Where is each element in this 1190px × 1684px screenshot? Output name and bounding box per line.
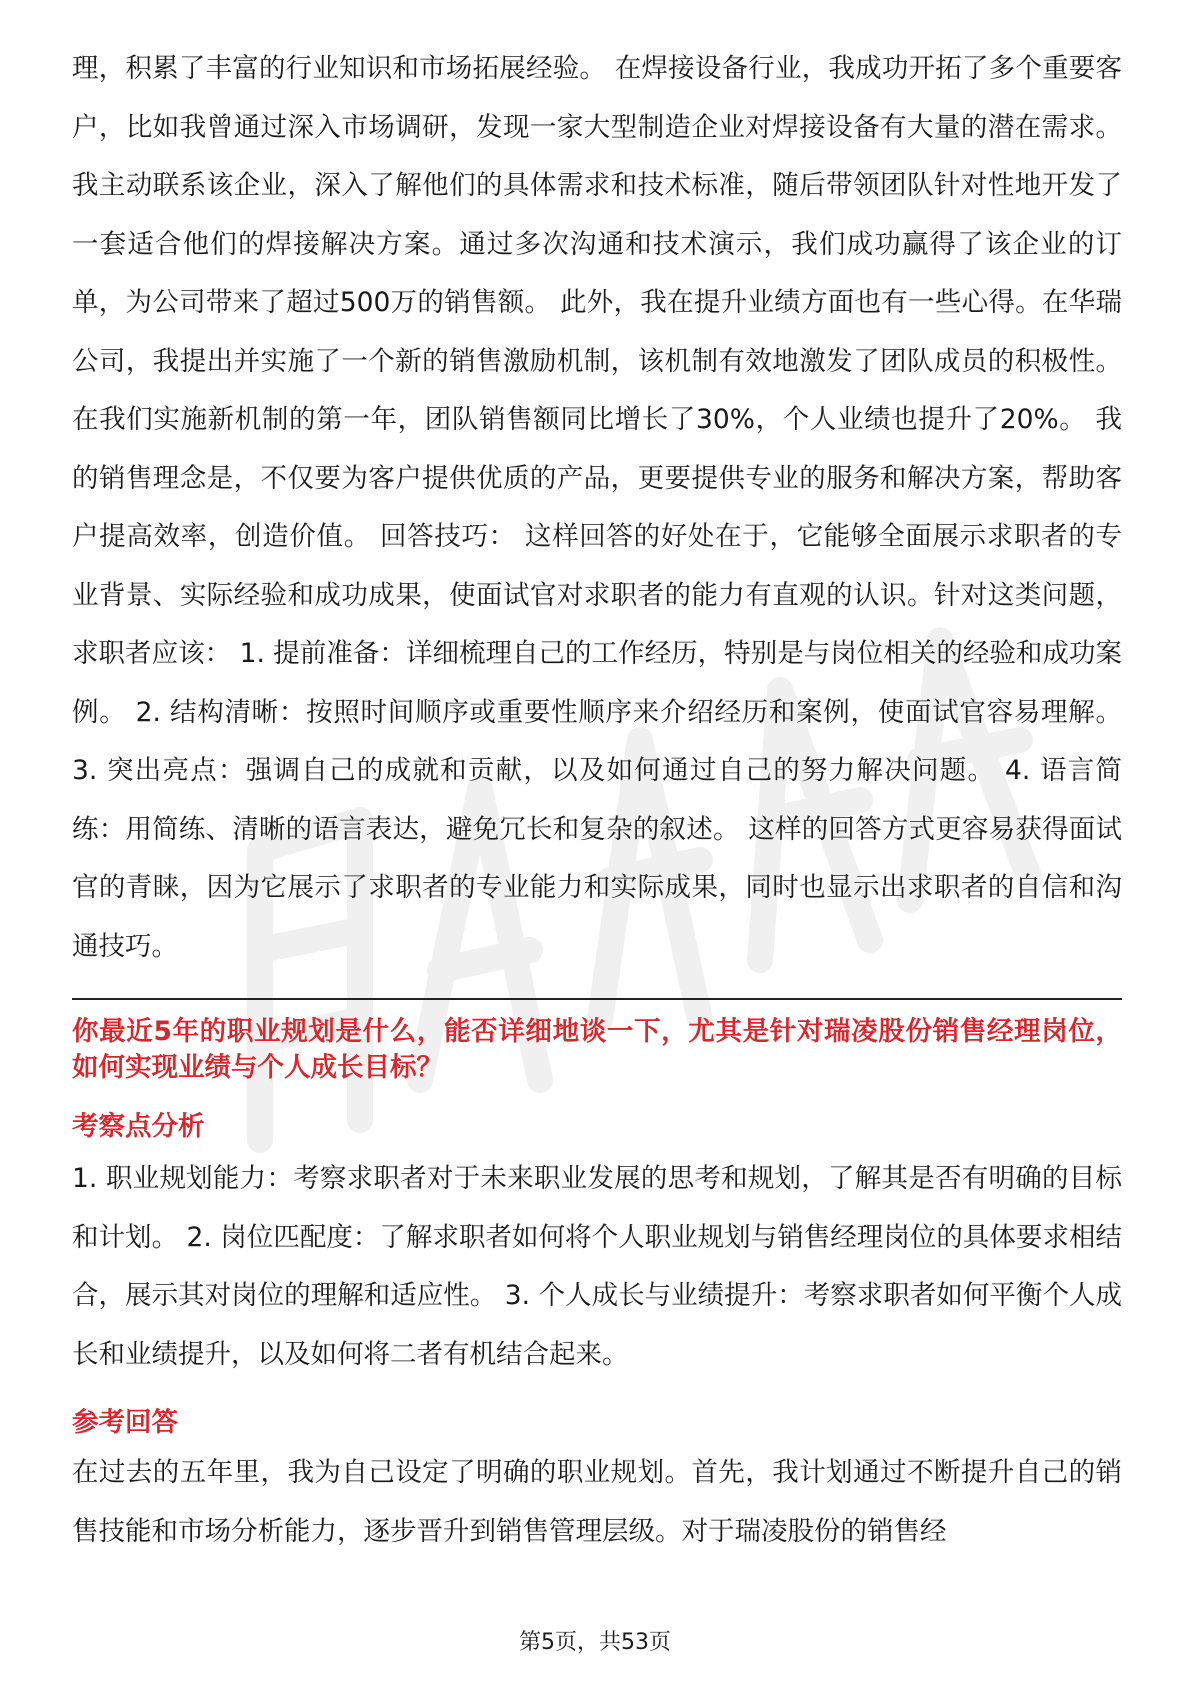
reference-answer-text: 在过去的五年里，我为自己设定了明确的职业规划。首先，我计划通过不断提升自己的销售技能和市场分析能力，逐步晋升到销售管理层级。对于瑞凌股份的销售经: [72, 1457, 1122, 1547]
analysis-heading: 考察点分析: [72, 1111, 205, 1142]
interview-question: 你最近5年的职业规划是什么，能否详细地谈一下，尤其是针对瑞凌股份销售经理岗位，如何实现业绩与个人成长目标？: [72, 1016, 1122, 1083]
section-divider: [72, 998, 1122, 1000]
body-paragraph: 理，积累了丰富的行业知识和市场拓展经验。 在焊接设备行业，我成功开拓了多个重要客户，比如我曾通过深入市场调研，发现一家大型制造企业对焊接设备有大量的潜在需求。我主动联系该企业，深入了解他们的具体需求和技术标准，随后带领团队针对性地开发了一套适合他们的焊接解决方案。通过多次沟通和技术演示，我们成功赢得了该企业的订单，为公司带来了超过500万的销售额。 此外，我在提升业绩方面也有一些心得。在华瑞公司，我提出并实施了一个新的销售激励机制，该机制有效地激发了团队成员的积极性。在我们实施新机制的第一年，团队销售额同比增长了30%，个人业绩也提升了20%。 我的销售理念是，不仅要为客户提供优质的产品，更要提供专业的服务和解决方案，帮助客户提高效率，创造价值。 回答技巧： 这样回答的好处在于，它能够全面展示求职者的专业背景、实际经验和成功成果，使面试官对求职者的能力有直观的认识。针对这类问题，求职者应该： 1. 提前准备：详细梳理自己的工作经历，特别是与岗位相关的经验和成功案例。 2. 结构清晰：按照时间顺序或重要性顺序来介绍经历和案例，使面试官容易理解。 3. 突出亮点：强调自己的成就和贡献，以及如何通过自己的努力解决问题。 4. 语言简练：用简练、清晰的语言表达，避免冗长和复杂的叙述。 这样的回答方式更容易获得面试官的青睐，因为它展示了求职者的专业能力和实际成果，同时也显示出求职者的自信和沟通技巧。: [72, 53, 1122, 962]
analysis-text: 1. 职业规划能力：考察求职者对于未来职业发展的思考和规划，了解其是否有明确的目标和计划。 2. 岗位匹配度：了解求职者如何将个人职业规划与销售经理岗位的具体要求相结合，展示其对岗位的理解和适应性。 3. 个人成长与业绩提升：考察求职者如何平衡个人成长和业绩提升，以及如何将二者有机结合起来。: [72, 1163, 1122, 1370]
page-content: [72, 40, 1122, 1561]
page-number: 第5页，共53页: [519, 1630, 671, 1655]
reference-answer-heading: 参考回答: [72, 1407, 178, 1438]
